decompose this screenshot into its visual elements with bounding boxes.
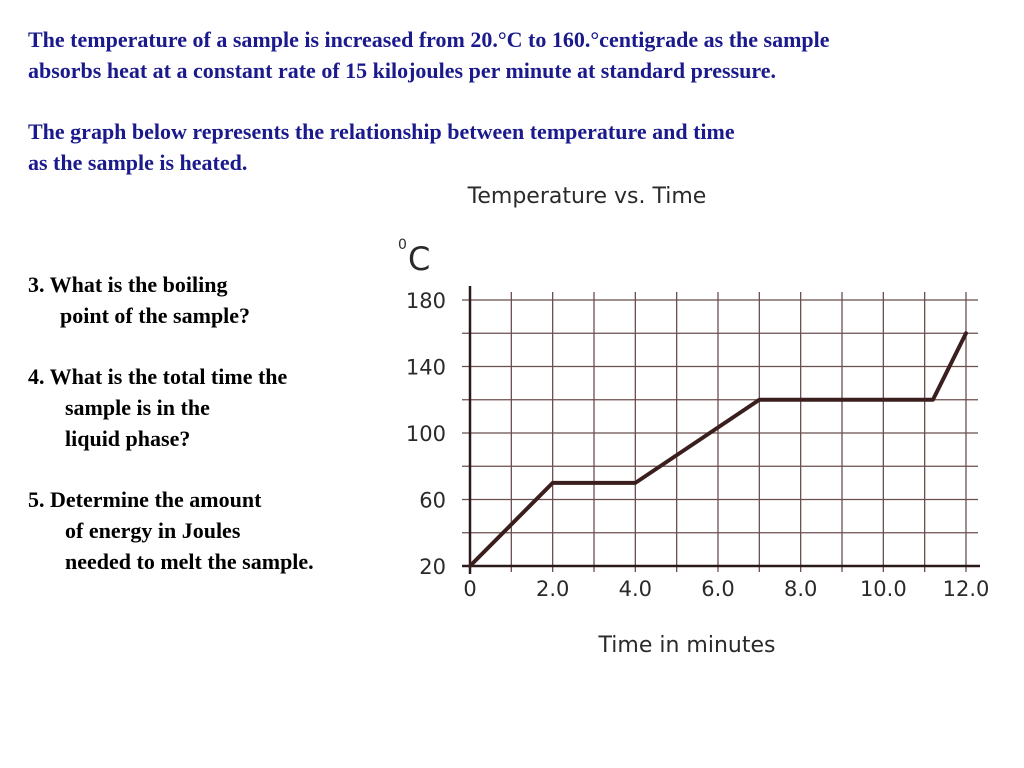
y-axis-unit-label	[398, 237, 430, 278]
question-4-line-2: sample is in the	[65, 395, 210, 420]
question-3-line-2: point of the sample?	[60, 303, 251, 328]
x-tick-label: 8.0	[783, 577, 818, 601]
intro-line-4: as the sample is heated.	[28, 150, 248, 175]
x-tick-labels	[463, 577, 989, 601]
x-tick-label: 2.0	[535, 577, 570, 601]
data-point	[469, 565, 472, 568]
chart-axes	[462, 286, 980, 574]
y-axis-unit-main: C	[408, 240, 431, 278]
question-5-line-1: 5. Determine the amount	[28, 487, 262, 512]
data-point	[758, 398, 761, 401]
intro-line-1: The temperature of a sample is increased from 20.°C to 160.°centigrade as the sample	[28, 27, 830, 52]
y-tick-label: 100	[405, 422, 446, 446]
x-tick-label: 0	[463, 577, 477, 601]
x-tick-label: 10.0	[859, 577, 907, 601]
question-5-line-2: of energy in Joules	[65, 518, 241, 543]
question-4-line-1: 4. What is the total time the	[28, 364, 288, 389]
y-tick-label: 180	[405, 289, 446, 313]
y-axis-unit-superscript: 0	[398, 237, 407, 253]
data-point	[931, 398, 934, 401]
question-5-line-3: needed to melt the sample.	[65, 549, 314, 574]
data-point	[965, 332, 968, 335]
question-3-line-1: 3. What is the boiling	[28, 272, 228, 297]
x-tick-label: 6.0	[701, 577, 735, 601]
intro-line-3: The graph below represents the relationship between temperature and time	[28, 119, 735, 144]
y-tick-label: 140	[405, 355, 446, 380]
data-point	[551, 481, 554, 484]
data-point	[634, 481, 637, 484]
chart-grid	[462, 292, 978, 572]
y-tick-labels	[406, 289, 446, 579]
chart-title: Temperature vs. Time	[467, 184, 707, 209]
y-tick-label: 60	[419, 488, 446, 513]
y-tick-label: 20	[419, 555, 446, 579]
x-tick-label: 4.0	[618, 577, 653, 601]
question-4-line-3: liquid phase?	[65, 426, 191, 451]
x-axis-label: Time in minutes	[598, 633, 776, 658]
x-tick-label: 12.0	[942, 577, 990, 601]
intro-line-2: absorbs heat at a constant rate of 15 kilojoules per minute at standard pressure.	[28, 58, 777, 83]
